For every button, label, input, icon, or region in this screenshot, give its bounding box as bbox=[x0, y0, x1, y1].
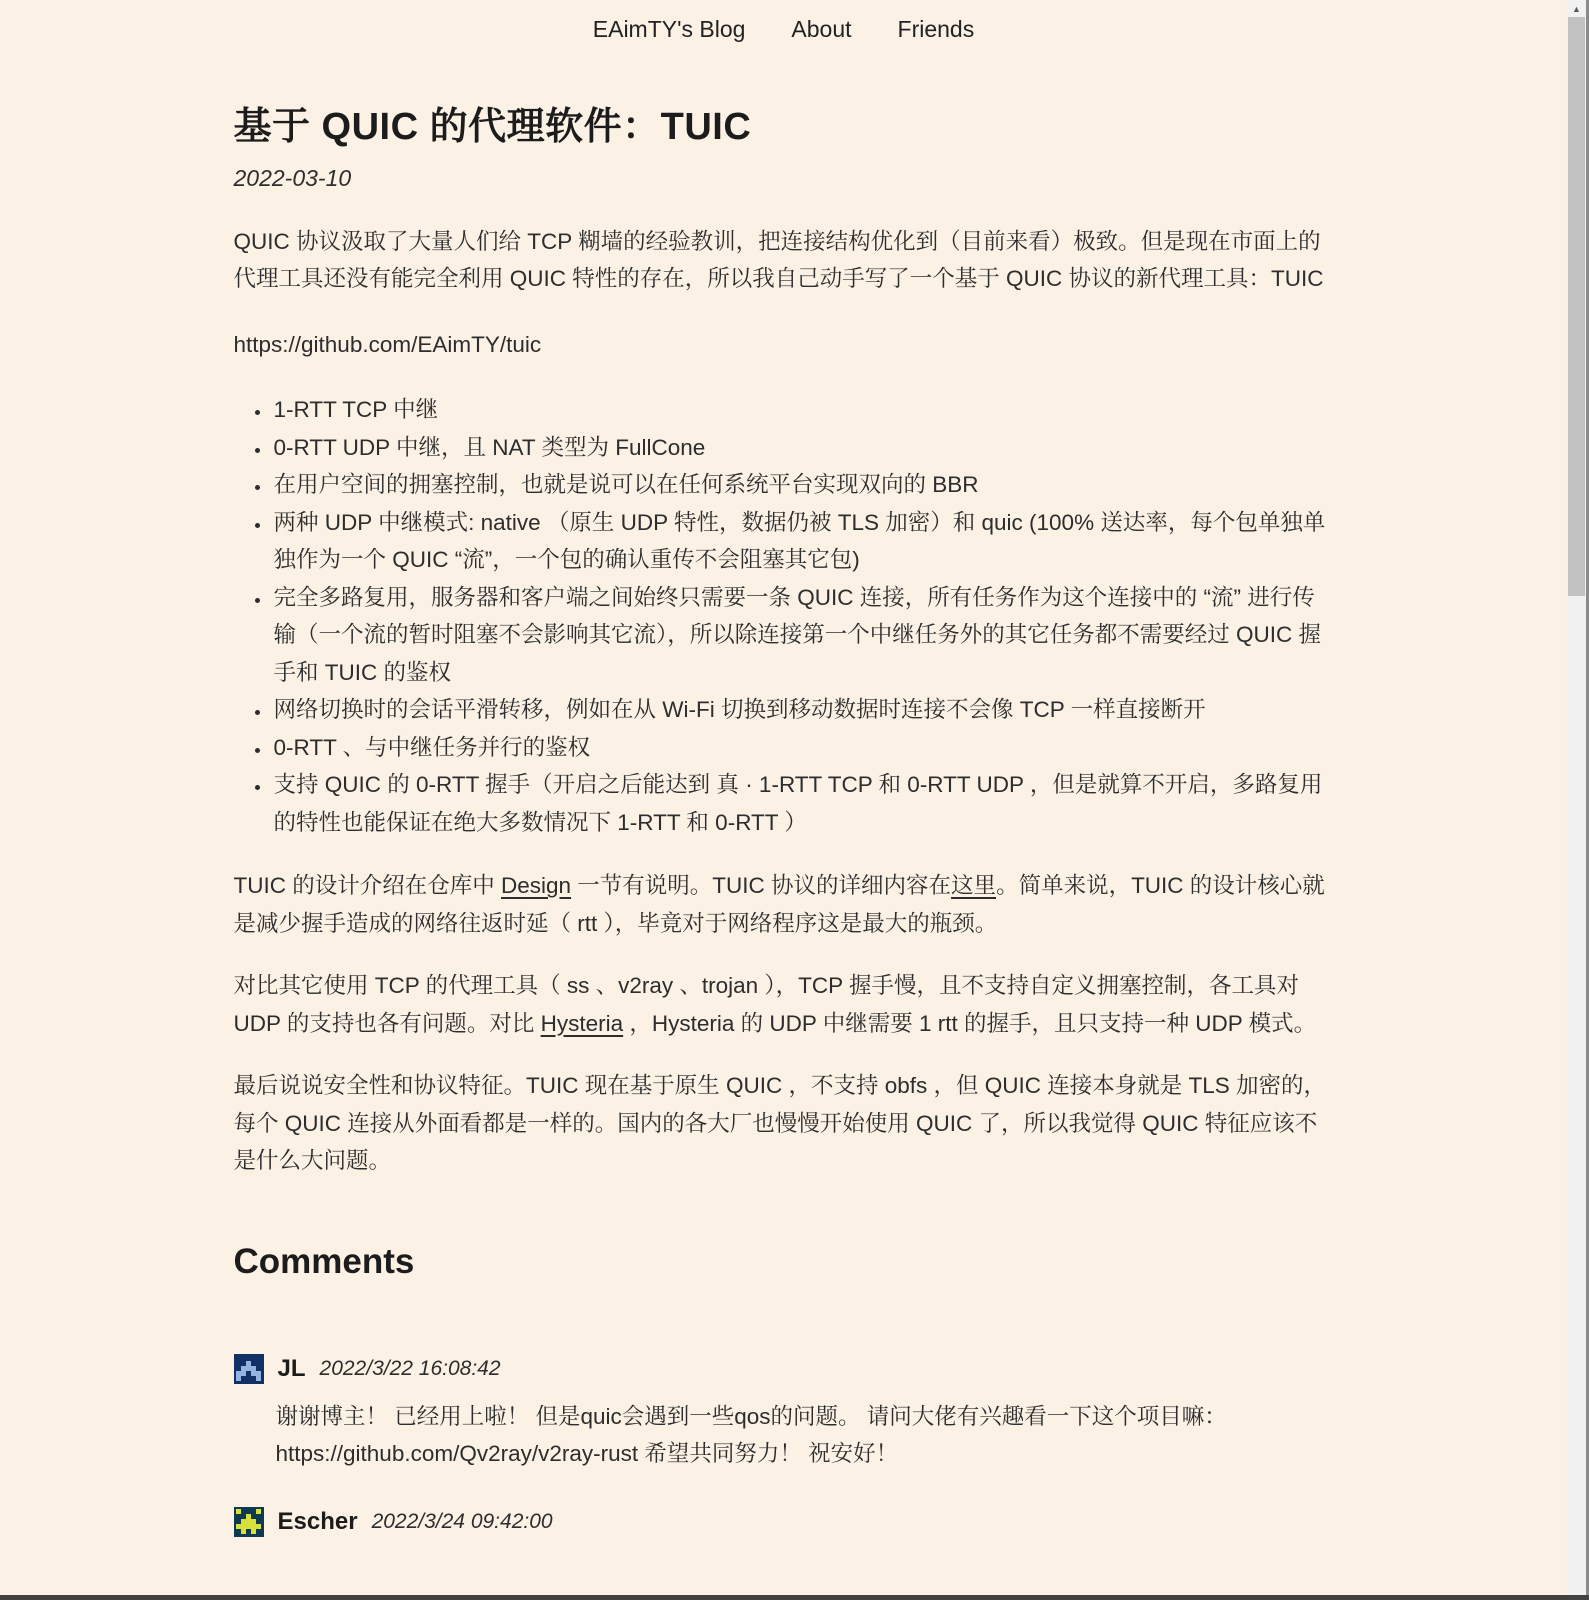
post-date: 2022-03-10 bbox=[233, 165, 352, 191]
text-run: 对比其它使用 TCP 的代理工具（ ss 、v2ray 、trojan ），TCP 握手慢，且不支持自定义拥塞控制，各工具对 UDP 的支持也各有问题。对比 bbox=[233, 973, 1299, 1036]
scrollbar-thumb[interactable] bbox=[1568, 17, 1585, 596]
nav-link-friends[interactable]: Friends bbox=[897, 16, 975, 42]
window-bottom-edge bbox=[0, 1595, 1589, 1600]
repo-url-text: https://github.com/EAimTY/tuic bbox=[233, 331, 542, 357]
comment-header bbox=[234, 1354, 1334, 1384]
list-item: • 两种 UDP 中继模式: native （原生 UDP 特性，数据仍被 TLS 加密）和 quic (100% 送达率，每个包单独单独作为一个 QUIC “流”，一个包的确认重传不会阻塞其它包) bbox=[272, 504, 1334, 579]
feature-list bbox=[234, 391, 1334, 841]
avatar bbox=[234, 1354, 264, 1384]
comment-header bbox=[234, 1507, 1334, 1537]
list-item: • 完全多路复用，服务器和客户端之间始终只需要一条 QUIC 连接，所有任务作为这个连接中的 “流” 进行传输（一个流的暂时阻塞不会影响其它流），所以除连接第一个中继任务外的其它任务都不需要经过 QUIC 握手和 TUIC 的鉴权 bbox=[272, 579, 1334, 692]
nav-link-about[interactable]: About bbox=[791, 16, 852, 42]
text-run: 。简单来说，TUIC 的设计核心就是减少握手造成的网络往返时延（ rtt ），毕竟对于网络程序这是最大的瓶颈。 bbox=[233, 873, 1325, 936]
here-link[interactable]: 这里 bbox=[951, 873, 997, 898]
nav-link-home[interactable]: EAimTY's Blog bbox=[592, 16, 746, 42]
comment-item bbox=[234, 1354, 1334, 1473]
comment-author: Escher bbox=[277, 1507, 358, 1535]
comment-body: 谢谢博主！ 已经用上啦！ 但是quic会遇到一些qos的问题。 请问大佬有兴趣看一下这个项目嘛： https://github.com/Qv2ray/v2ray-rust 希望共同努力！ 祝安好！ bbox=[275, 1403, 1227, 1466]
design-link[interactable]: Design bbox=[501, 873, 572, 898]
paragraph-intro: QUIC 协议汲取了大量人们给 TCP 糊墙的经验教训，把连接结构优化到（目前来看）极致。但是现在市面上的代理工具还没有能完全利用 QUIC 特性的存在，所以我自己动手写了一个基于 QUIC 协议的新代理工具：TUIC bbox=[233, 228, 1324, 291]
paragraph-comparison bbox=[234, 967, 1334, 1042]
page-title: 基于 QUIC 的代理软件：TUIC bbox=[233, 106, 752, 148]
comment-author: JL bbox=[277, 1354, 306, 1382]
comment-timestamp: 2022/3/22 16:08:42 bbox=[319, 1356, 501, 1380]
vertical-scrollbar[interactable] bbox=[1567, 0, 1586, 1597]
text-run: TUIC 的设计介绍在仓库中 bbox=[233, 873, 501, 898]
comments-heading: Comments bbox=[233, 1241, 415, 1281]
paragraph-security: 最后说说安全性和协议特征。TUIC 现在基于原生 QUIC ，不支持 obfs ，但 QUIC 连接本身就是 TLS 加密的，每个 QUIC 连接从外面看都是一样的。国内的各大厂也慢慢开始使用 QUIC 了，所以我觉得 QUIC 特征应该不是什么大问题。 bbox=[233, 1073, 1327, 1173]
comment-timestamp: 2022/3/24 09:42:00 bbox=[371, 1509, 553, 1533]
avatar bbox=[234, 1507, 264, 1537]
list-item: • 0-RTT 、与中继任务并行的鉴权 bbox=[272, 729, 1334, 767]
list-item: • 网络切换时的会话平滑转移，例如在从 Wi-Fi 切换到移动数据时连接不会像 TCP 一样直接断开 bbox=[272, 691, 1334, 729]
list-item: • 在用户空间的拥塞控制，也就是说可以在任何系统平台实现双向的 BBR bbox=[272, 466, 1334, 504]
comment-item bbox=[234, 1507, 1334, 1537]
text-run: 一节有说明。TUIC 协议的详细内容在 bbox=[571, 873, 952, 898]
text-run: ，Hysteria 的 UDP 中继需要 1 rtt 的握手，且只支持一种 UDP 模式。 bbox=[623, 1010, 1317, 1036]
list-item: • 支持 QUIC 的 0-RTT 握手（开启之后能达到 真 · 1-RTT TCP 和 0-RTT UDP ，但是就算不开启，多路复用的特性也能保证在绝大多数情况下 1-RTT 和 0-RTT ） bbox=[272, 766, 1334, 841]
list-item: • 0-RTT UDP 中继，且 NAT 类型为 FullCone bbox=[272, 429, 1334, 467]
article bbox=[234, 95, 1334, 1537]
top-nav bbox=[0, 0, 1567, 43]
scroll-up-icon[interactable]: ▲ bbox=[1572, 3, 1581, 14]
paragraph-design bbox=[234, 867, 1334, 942]
hysteria-link[interactable]: Hysteria bbox=[540, 1010, 624, 1036]
list-item: • 1-RTT TCP 中继 bbox=[272, 391, 1334, 429]
